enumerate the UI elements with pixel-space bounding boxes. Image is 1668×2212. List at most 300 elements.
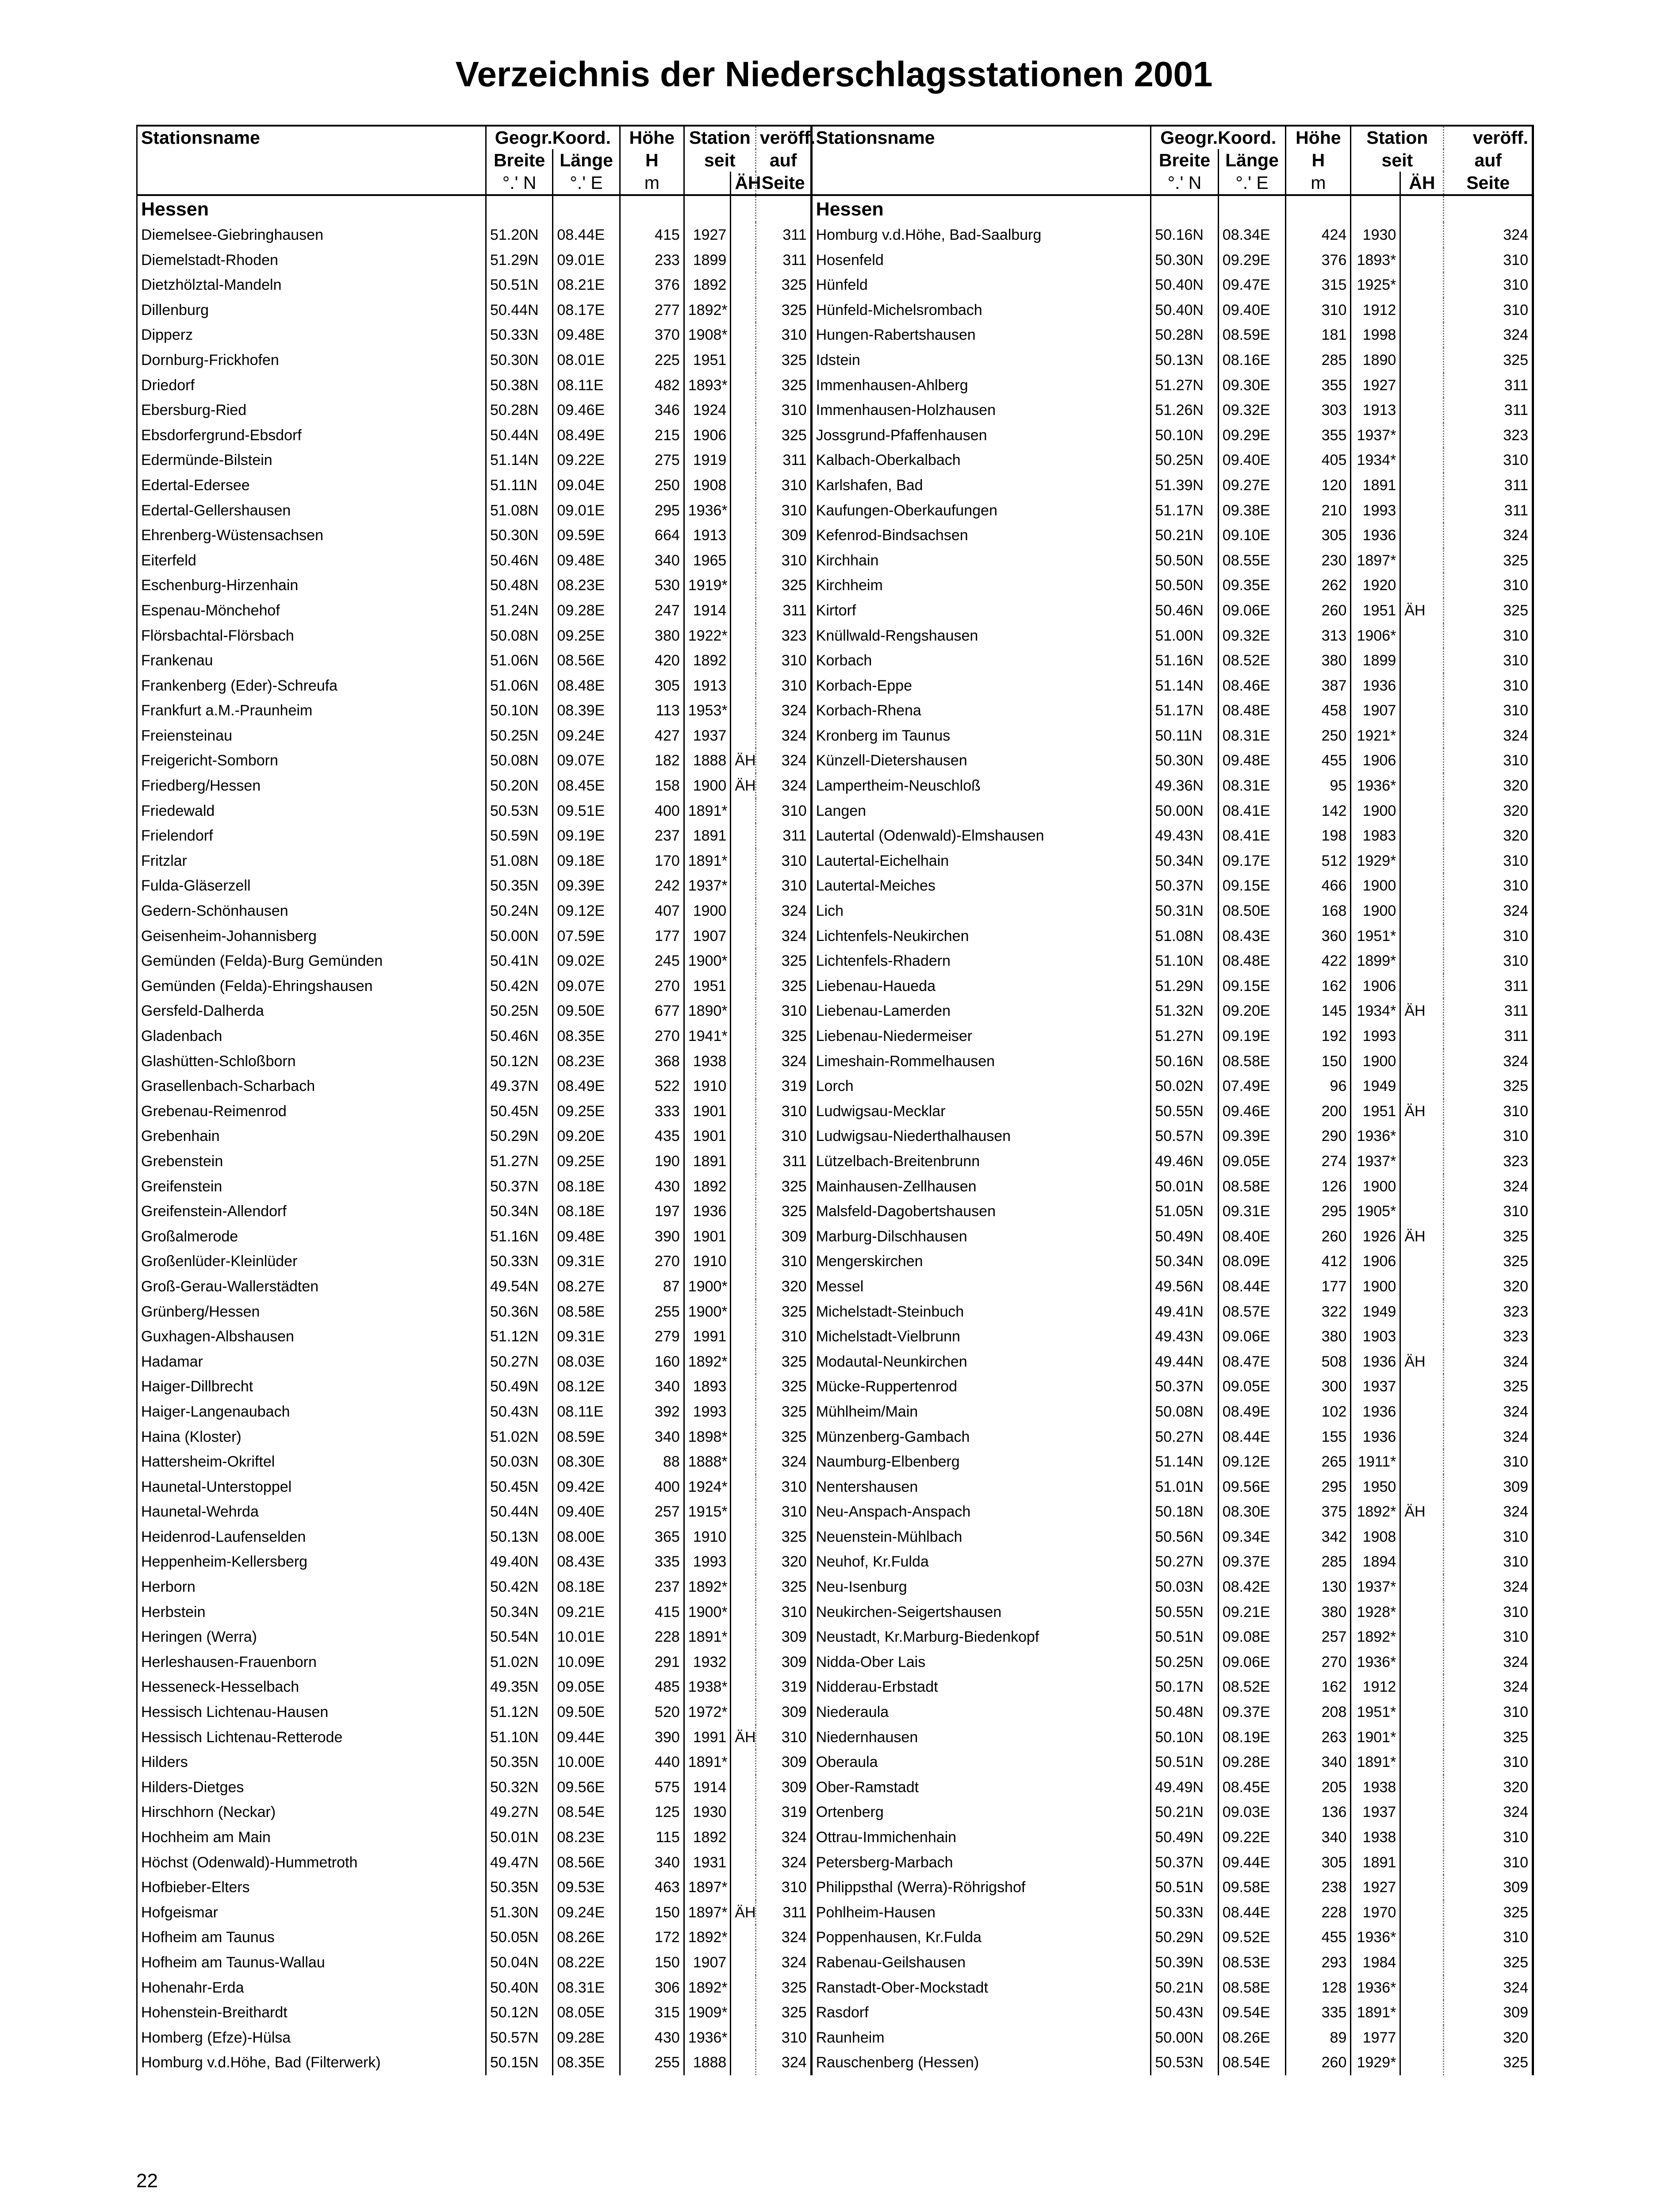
- left-station-name: Grasellenbach-Scharbach: [137, 1074, 486, 1099]
- right-breite: 50.17N: [1151, 1674, 1218, 1700]
- right-seit: 1928*: [1351, 1600, 1400, 1625]
- left-seit: 1891*: [684, 1624, 731, 1650]
- left-hoehe: 390: [620, 1224, 684, 1249]
- header-row-3: [137, 172, 1533, 195]
- left-breite: 50.54N: [486, 1624, 553, 1650]
- left-station-name: Ebersburg-Ried: [137, 398, 486, 423]
- right-ah: [1400, 1374, 1444, 1399]
- left-seit: 1991: [684, 1725, 731, 1750]
- left-hoehe: 575: [620, 1775, 684, 1800]
- right-laenge: 09.12E: [1218, 1449, 1285, 1475]
- left-laenge: 08.11E: [553, 1399, 620, 1425]
- right-seit: 1890: [1351, 348, 1400, 373]
- left-hoehe: 291: [620, 1650, 684, 1675]
- left-seite: 324: [755, 1449, 811, 1475]
- right-laenge: 08.53E: [1218, 1950, 1285, 1975]
- right-seit: 1900: [1351, 1049, 1400, 1074]
- left-laenge: 08.23E: [553, 1825, 620, 1850]
- right-hoehe: 422: [1286, 949, 1351, 974]
- left-station-name: Hessisch Lichtenau-Retterode: [137, 1725, 486, 1750]
- left-station-name: Fritzlar: [137, 849, 486, 874]
- left-breite: 50.41N: [486, 949, 553, 974]
- left-ah: [731, 1875, 756, 1900]
- left-ah: [731, 849, 756, 874]
- right-hoehe: 455: [1286, 748, 1351, 773]
- left-ah: [731, 2025, 756, 2051]
- left-hoehe: 150: [620, 1900, 684, 1925]
- right-hoehe: 128: [1286, 1975, 1351, 2001]
- left-hoehe: 463: [620, 1875, 684, 1900]
- right-seit: 1891*: [1351, 1750, 1400, 1775]
- right-hoehe: 162: [1286, 974, 1351, 999]
- table-row: [137, 498, 1533, 523]
- right-seite: 324: [1444, 1049, 1533, 1074]
- left-hoehe: 245: [620, 949, 684, 974]
- right-seit: 1937*: [1351, 423, 1400, 448]
- left-seit: 1892*: [684, 1575, 731, 1600]
- right-breite: 51.16N: [1151, 648, 1218, 673]
- left-breite: 50.27N: [486, 1349, 553, 1375]
- right-hoehe: 387: [1286, 673, 1351, 699]
- right-hoehe: 177: [1286, 1274, 1351, 1299]
- table-row: [137, 1149, 1533, 1174]
- right-seite: 310: [1444, 248, 1533, 273]
- left-seite: 324: [755, 2050, 811, 2075]
- left-seit: 1924: [684, 398, 731, 423]
- right-breite: 50.46N: [1151, 598, 1218, 623]
- left-seit: 1897*: [684, 1875, 731, 1900]
- right-station-name: Hungen-Rabertshausen: [811, 323, 1151, 348]
- right-seit: 1906: [1351, 748, 1400, 773]
- right-station-name: Immenhausen-Ahlberg: [811, 373, 1151, 398]
- right-ah: [1400, 1725, 1444, 1750]
- left-hoehe: 520: [620, 1700, 684, 1725]
- table-row: [137, 998, 1533, 1024]
- left-seit: 1892*: [684, 1925, 731, 1950]
- left-seit: 1892: [684, 1825, 731, 1850]
- right-seit: 1949: [1351, 1074, 1400, 1099]
- left-breite: 51.12N: [486, 1324, 553, 1349]
- left-station-name: Hofbieber-Elters: [137, 1875, 486, 1900]
- left-laenge: 09.18E: [553, 849, 620, 874]
- left-seit: 1892*: [684, 1349, 731, 1375]
- left-ah: [731, 873, 756, 899]
- left-seit: 1893*: [684, 373, 731, 398]
- left-seit: 1900*: [684, 1274, 731, 1299]
- right-hoehe: 512: [1286, 849, 1351, 874]
- left-ah: [731, 298, 756, 323]
- right-breite: 51.26N: [1151, 398, 1218, 423]
- left-ah: [731, 723, 756, 749]
- left-seite: 325: [755, 1299, 811, 1325]
- left-station-name: Diemelsee-Giebringhausen: [137, 223, 486, 248]
- right-laenge: 09.58E: [1218, 1875, 1285, 1900]
- left-hoehe: 237: [620, 1575, 684, 1600]
- right-breite: 50.37N: [1151, 1850, 1218, 1875]
- table-row: [137, 648, 1533, 673]
- right-breite: 49.44N: [1151, 1349, 1218, 1375]
- left-seit: 1938*: [684, 1674, 731, 1700]
- right-hoehe: 340: [1286, 1750, 1351, 1775]
- right-hoehe: 265: [1286, 1449, 1351, 1475]
- left-seit: 1891*: [684, 849, 731, 874]
- right-seit: 1900: [1351, 873, 1400, 899]
- header-hoehe-h-right: H: [1286, 149, 1351, 172]
- right-seite: 323: [1444, 1149, 1533, 1174]
- left-ah: [731, 223, 756, 248]
- left-ah: [731, 823, 756, 849]
- right-ah: [1400, 623, 1444, 649]
- left-station-name: Freigericht-Somborn: [137, 748, 486, 773]
- table-row: [137, 1299, 1533, 1325]
- header-row-1: [137, 126, 1533, 149]
- left-seite: 324: [755, 698, 811, 723]
- left-seite: 325: [755, 1425, 811, 1450]
- right-laenge: 09.06E: [1218, 1650, 1285, 1675]
- left-station-name: Haiger-Langenaubach: [137, 1399, 486, 1425]
- left-station-name: Hohenahr-Erda: [137, 1975, 486, 2001]
- right-breite: 50.10N: [1151, 1725, 1218, 1750]
- right-hoehe: 262: [1286, 573, 1351, 598]
- right-seite: 310: [1444, 1124, 1533, 1149]
- left-station-name: Haina (Kloster): [137, 1425, 486, 1450]
- left-ah: [731, 998, 756, 1024]
- left-laenge: 09.24E: [553, 723, 620, 749]
- right-seit: 1936*: [1351, 1124, 1400, 1149]
- left-ah: [731, 1800, 756, 1825]
- right-laenge: 09.29E: [1218, 248, 1285, 273]
- left-hoehe: 368: [620, 1049, 684, 1074]
- left-breite: 50.40N: [486, 1975, 553, 2001]
- left-ah: [731, 1650, 756, 1675]
- right-breite: 50.03N: [1151, 1575, 1218, 1600]
- left-breite: 50.01N: [486, 1825, 553, 1850]
- right-seit: 1936: [1351, 1399, 1400, 1425]
- right-hoehe: 274: [1286, 1149, 1351, 1174]
- right-station-name: Rabenau-Geilshausen: [811, 1950, 1151, 1975]
- left-station-name: Haiger-Dillbrecht: [137, 1374, 486, 1399]
- right-seite: 310: [1444, 1624, 1533, 1650]
- right-breite: 49.43N: [1151, 823, 1218, 849]
- left-seite: 325: [755, 373, 811, 398]
- table-row: [137, 849, 1533, 874]
- left-hoehe: 160: [620, 1349, 684, 1375]
- right-station-name: Münzenberg-Gambach: [811, 1425, 1151, 1450]
- left-seit: 1936: [684, 1199, 731, 1224]
- right-laenge: 08.44E: [1218, 1425, 1285, 1450]
- right-station-name: Michelstadt-Vielbrunn: [811, 1324, 1151, 1349]
- left-ah: [731, 1600, 756, 1625]
- right-station-name: Karlshafen, Bad: [811, 473, 1151, 498]
- left-laenge: 08.35E: [553, 2050, 620, 2075]
- right-ah: [1400, 1975, 1444, 2001]
- left-breite: 51.08N: [486, 849, 553, 874]
- right-laenge: 09.48E: [1218, 748, 1285, 773]
- left-hoehe: 315: [620, 2000, 684, 2025]
- left-breite: 50.44N: [486, 423, 553, 448]
- right-breite: 50.10N: [1151, 423, 1218, 448]
- right-hoehe: 145: [1286, 998, 1351, 1024]
- left-ah: [731, 1700, 756, 1725]
- right-seit: 1936: [1351, 673, 1400, 699]
- left-breite: 51.16N: [486, 1224, 553, 1249]
- right-seite: 324: [1444, 1349, 1533, 1375]
- right-seit: 1936: [1351, 1425, 1400, 1450]
- right-seite: 324: [1444, 1174, 1533, 1199]
- left-station-name: Edertal-Edersee: [137, 473, 486, 498]
- left-laenge: 08.11E: [553, 373, 620, 398]
- left-seite: 310: [755, 498, 811, 523]
- right-breite: 50.57N: [1151, 1124, 1218, 1149]
- left-breite: 50.46N: [486, 548, 553, 573]
- left-hoehe: 255: [620, 1299, 684, 1325]
- header-row-2: [137, 149, 1533, 172]
- left-breite: 50.12N: [486, 2000, 553, 2025]
- right-laenge: 09.05E: [1218, 1374, 1285, 1399]
- right-seit: 1970: [1351, 1900, 1400, 1925]
- right-laenge: 08.46E: [1218, 673, 1285, 699]
- table-row: [137, 1525, 1533, 1550]
- left-hoehe: 370: [620, 323, 684, 348]
- left-breite: 50.51N: [486, 273, 553, 298]
- left-seite: 311: [755, 823, 811, 849]
- right-hoehe: 458: [1286, 698, 1351, 723]
- left-laenge: 09.21E: [553, 1600, 620, 1625]
- right-seite: 310: [1444, 1850, 1533, 1875]
- right-seite: 325: [1444, 1950, 1533, 1975]
- left-laenge: 08.58E: [553, 1299, 620, 1325]
- table-row: [137, 974, 1533, 999]
- right-station-name: Kirtorf: [811, 598, 1151, 623]
- right-ah: [1400, 1925, 1444, 1950]
- left-hoehe: 87: [620, 1274, 684, 1299]
- right-ah: [1400, 1324, 1444, 1349]
- left-hoehe: 340: [620, 1850, 684, 1875]
- right-seite: 324: [1444, 1975, 1533, 2001]
- right-seit: 1993: [1351, 1024, 1400, 1049]
- left-seit: 1907: [684, 1950, 731, 1975]
- left-seite: 324: [755, 723, 811, 749]
- right-hoehe: 335: [1286, 2000, 1351, 2025]
- right-ah: [1400, 423, 1444, 448]
- left-hoehe: 215: [620, 423, 684, 448]
- right-laenge: 09.03E: [1218, 1800, 1285, 1825]
- right-laenge: 09.22E: [1218, 1825, 1285, 1850]
- left-breite: 51.27N: [486, 1149, 553, 1174]
- left-seite: 325: [755, 949, 811, 974]
- left-hoehe: 115: [620, 1825, 684, 1850]
- right-station-name: Neuenstein-Mühlbach: [811, 1525, 1151, 1550]
- left-ah: [731, 448, 756, 473]
- left-ah: [731, 1825, 756, 1850]
- right-seite: 320: [1444, 799, 1533, 824]
- left-seit: 1938: [684, 1049, 731, 1074]
- right-seite: 324: [1444, 899, 1533, 924]
- left-station-name: Grebenau-Reimenrod: [137, 1099, 486, 1124]
- right-seite: 324: [1444, 1650, 1533, 1675]
- right-seite: 320: [1444, 823, 1533, 849]
- left-breite: 50.32N: [486, 1775, 553, 1800]
- left-station-name: Hessisch Lichtenau-Hausen: [137, 1700, 486, 1725]
- left-breite: 51.29N: [486, 248, 553, 273]
- left-seite: 325: [755, 423, 811, 448]
- right-ah: [1400, 1850, 1444, 1875]
- left-station-name: Guxhagen-Albshausen: [137, 1324, 486, 1349]
- right-ah: [1400, 899, 1444, 924]
- table-row: [137, 1775, 1533, 1800]
- right-station-name: Ludwigsau-Mecklar: [811, 1099, 1151, 1124]
- right-laenge: 09.19E: [1218, 1024, 1285, 1049]
- left-seite: 310: [755, 1875, 811, 1900]
- left-laenge: 09.50E: [553, 1700, 620, 1725]
- right-seit: 1900: [1351, 1274, 1400, 1299]
- left-seite: 311: [755, 448, 811, 473]
- left-seit: 1901: [684, 1099, 731, 1124]
- left-seite: 324: [755, 773, 811, 799]
- left-seit: 1891: [684, 823, 731, 849]
- left-seit: 1991: [684, 1324, 731, 1349]
- right-laenge: 08.26E: [1218, 2025, 1285, 2051]
- left-station-name: Geisenheim-Johannisberg: [137, 924, 486, 949]
- right-hoehe: 181: [1286, 323, 1351, 348]
- left-hoehe: 400: [620, 1475, 684, 1500]
- right-station-name: Jossgrund-Pfaffenhausen: [811, 423, 1151, 448]
- right-ah: [1400, 448, 1444, 473]
- left-ah: [731, 498, 756, 523]
- left-seit: 1914: [684, 598, 731, 623]
- right-station-name: Hosenfeld: [811, 248, 1151, 273]
- left-laenge: 09.20E: [553, 1124, 620, 1149]
- state-row: [137, 195, 1533, 223]
- right-station-name: Nidda-Ober Lais: [811, 1650, 1151, 1675]
- left-station-name: Edertal-Gellershausen: [137, 498, 486, 523]
- right-breite: 50.51N: [1151, 1624, 1218, 1650]
- left-station-name: Haunetal-Unterstoppel: [137, 1475, 486, 1500]
- left-seite: 325: [755, 273, 811, 298]
- right-breite: 50.29N: [1151, 1925, 1218, 1950]
- right-hoehe: 355: [1286, 423, 1351, 448]
- right-ah: [1400, 673, 1444, 699]
- left-laenge: 09.48E: [553, 323, 620, 348]
- right-seit: 1900: [1351, 799, 1400, 824]
- left-hoehe: 255: [620, 2050, 684, 2075]
- right-ah: [1400, 1049, 1444, 1074]
- left-hoehe: 440: [620, 1750, 684, 1775]
- right-station-name: Ober-Ramstadt: [811, 1775, 1151, 1800]
- right-seite: 310: [1444, 748, 1533, 773]
- left-ah: [731, 623, 756, 649]
- right-station-name: Lautertal-Meiches: [811, 873, 1151, 899]
- right-seit: 1906: [1351, 974, 1400, 999]
- right-breite: 51.27N: [1151, 1024, 1218, 1049]
- right-ah: [1400, 1249, 1444, 1274]
- right-laenge: 09.56E: [1218, 1475, 1285, 1500]
- left-seite: 325: [755, 573, 811, 598]
- header-koord: Geogr.Koord.: [486, 126, 620, 149]
- right-hoehe: 89: [1286, 2025, 1351, 2051]
- left-seit: 1898*: [684, 1425, 731, 1450]
- table-row: [137, 1875, 1533, 1900]
- left-seit: 1897*: [684, 1900, 731, 1925]
- right-breite: 50.55N: [1151, 1600, 1218, 1625]
- right-station-name: Neu-Anspach-Anspach: [811, 1499, 1151, 1525]
- right-ah: [1400, 1199, 1444, 1224]
- left-hoehe: 390: [620, 1725, 684, 1750]
- right-station-name: Ludwigsau-Niederthalhausen: [811, 1124, 1151, 1149]
- table-row: [137, 423, 1533, 448]
- header-station: Station: [684, 126, 755, 149]
- right-ah: [1400, 1425, 1444, 1450]
- right-hoehe: 300: [1286, 1374, 1351, 1399]
- left-seite: 319: [755, 1674, 811, 1700]
- right-station-name: Oberaula: [811, 1750, 1151, 1775]
- left-laenge: 09.28E: [553, 598, 620, 623]
- left-hoehe: 365: [620, 1525, 684, 1550]
- left-hoehe: 482: [620, 373, 684, 398]
- right-station-name: Kirchheim: [811, 573, 1151, 598]
- left-seite: 310: [755, 998, 811, 1024]
- right-breite: 50.34N: [1151, 849, 1218, 874]
- left-breite: 50.25N: [486, 998, 553, 1024]
- right-breite: 49.56N: [1151, 1274, 1218, 1299]
- right-seit: 1936*: [1351, 1650, 1400, 1675]
- right-seite: 320: [1444, 773, 1533, 799]
- left-laenge: 08.00E: [553, 1525, 620, 1550]
- left-seite: 325: [755, 1399, 811, 1425]
- left-breite: 50.03N: [486, 1449, 553, 1475]
- left-ah: [731, 1624, 756, 1650]
- table-row: [137, 1274, 1533, 1299]
- right-ah: ÄH: [1400, 1224, 1444, 1249]
- right-hoehe: 102: [1286, 1399, 1351, 1425]
- left-station-name: Frankenau: [137, 648, 486, 673]
- right-station-name: Poppenhausen, Kr.Fulda: [811, 1925, 1151, 1950]
- table-row: [137, 373, 1533, 398]
- left-station-name: Dietzhölztal-Mandeln: [137, 273, 486, 298]
- left-station-name: Hilders: [137, 1750, 486, 1775]
- right-station-name: Raunheim: [811, 2025, 1151, 2051]
- left-seite: 325: [755, 1199, 811, 1224]
- right-laenge: 08.50E: [1218, 899, 1285, 924]
- right-breite: 50.01N: [1151, 1174, 1218, 1199]
- left-breite: 51.08N: [486, 498, 553, 523]
- left-seit: 1891*: [684, 799, 731, 824]
- left-laenge: 08.43E: [553, 1549, 620, 1575]
- left-breite: 50.46N: [486, 1024, 553, 1049]
- right-seite: 310: [1444, 1825, 1533, 1850]
- left-breite: 50.30N: [486, 348, 553, 373]
- left-hoehe: 677: [620, 998, 684, 1024]
- right-breite: 51.08N: [1151, 924, 1218, 949]
- right-seite: 310: [1444, 1750, 1533, 1775]
- right-seite: 320: [1444, 1775, 1533, 1800]
- right-seite: 310: [1444, 1199, 1533, 1224]
- right-laenge: 08.42E: [1218, 1575, 1285, 1600]
- left-seite: 325: [755, 348, 811, 373]
- right-breite: 50.28N: [1151, 323, 1218, 348]
- right-laenge: 09.10E: [1218, 523, 1285, 548]
- state-label-left: Hessen: [137, 195, 486, 223]
- left-seite: 310: [755, 1124, 811, 1149]
- left-station-name: Driedorf: [137, 373, 486, 398]
- left-hoehe: 275: [620, 448, 684, 473]
- left-ah: [731, 1149, 756, 1174]
- left-seite: 324: [755, 1950, 811, 1975]
- left-breite: 50.48N: [486, 573, 553, 598]
- right-breite: 50.18N: [1151, 1499, 1218, 1525]
- table-row: [137, 298, 1533, 323]
- left-hoehe: 335: [620, 1549, 684, 1575]
